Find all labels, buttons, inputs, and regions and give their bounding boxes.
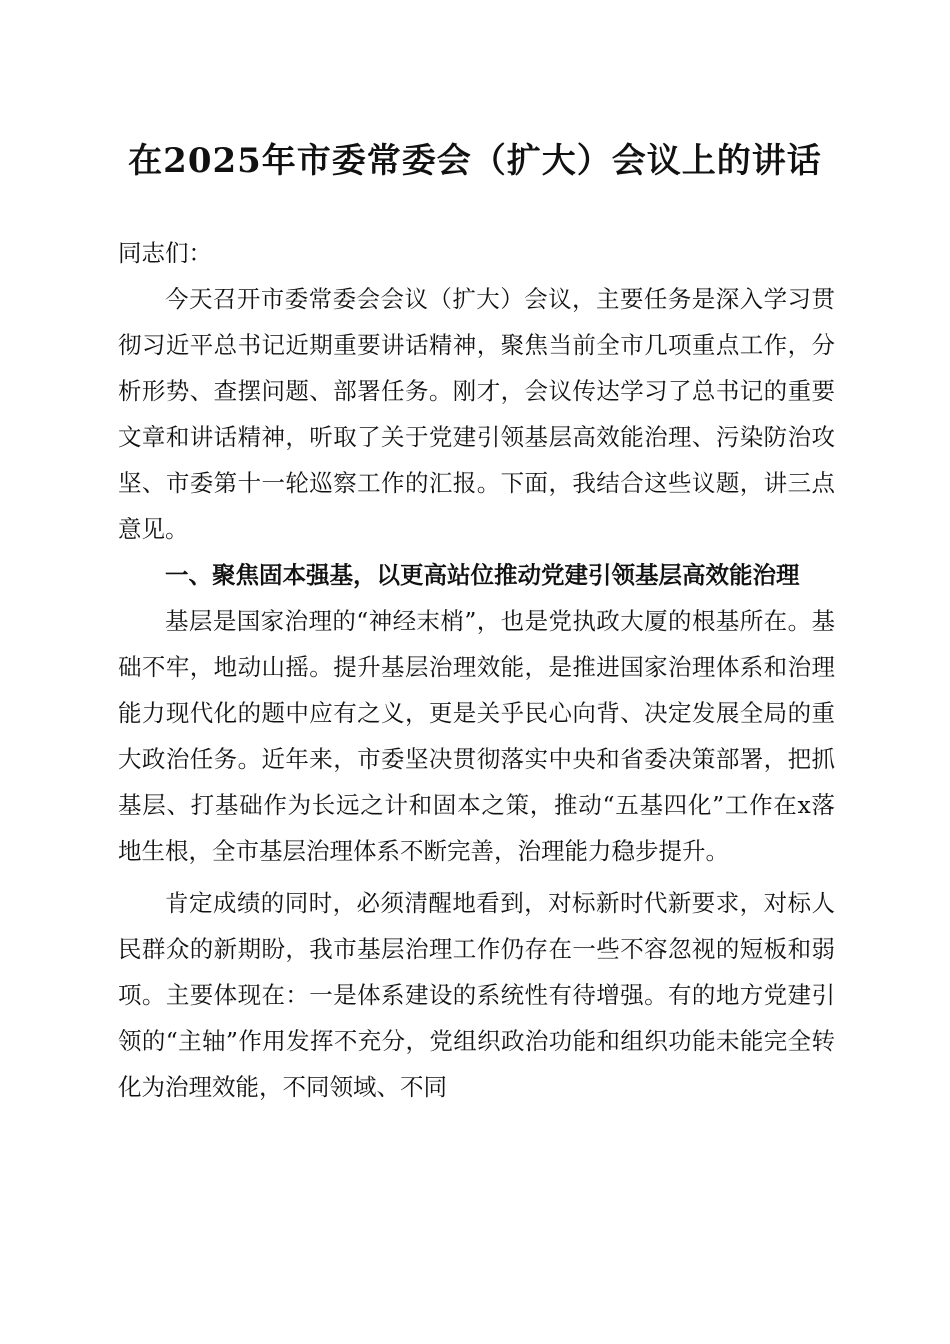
section-heading-1: 一、聚焦固本强基，以更高站位推动党建引领基层高效能治理	[165, 561, 800, 589]
document-title: 在2025年市委常委会（扩大）会议上的讲话	[128, 141, 822, 181]
paragraph-section-1-a: 基层是国家治理的“神经末梢”，也是党执政大厦的根基所在。基础不牢，地动山摇。提升基层治理效能，是推进国家治理体系和治理能力现代化的题中应有之义，更是关乎民心向背、决定发展全局的重大政治任务。近年来，市委坚决贯彻落实中央和省委决策部署，把抓基层、打基础作为长远之计和固本之策，推动“五基四化”工作在x落地生根，全市基层治理体系不断完善，治理能力稳步提升。	[118, 607, 835, 865]
paragraph-intro: 今天召开市委常委会会议（扩大）会议，主要任务是深入学习贯彻习近平总书记近期重要讲话精神，聚焦当前全市几项重点工作，分析形势、查摆问题、部署任务。刚才，会议传达学习了总书记的重要文章和讲话精神，听取了关于党建引领基层高效能治理、污染防治攻坚、市委第十一轮巡察工作的汇报。下面，我结合这些议题，讲三点意见。	[118, 285, 835, 543]
document-body	[118, 230, 835, 1110]
paragraph-section-1-b: 肯定成绩的同时，必须清醒地看到，对标新时代新要求，对标人民群众的新期盼，我市基层治理工作仍存在一些不容忽视的短板和弱项。主要体现在：一是体系建设的系统性有待增强。有的地方党建引领的“主轴”作用发挥不充分，党组织政治功能和组织功能未能完全转化为治理效能，不同领域、不同	[118, 889, 835, 1101]
salutation: 同志们：	[118, 239, 212, 267]
